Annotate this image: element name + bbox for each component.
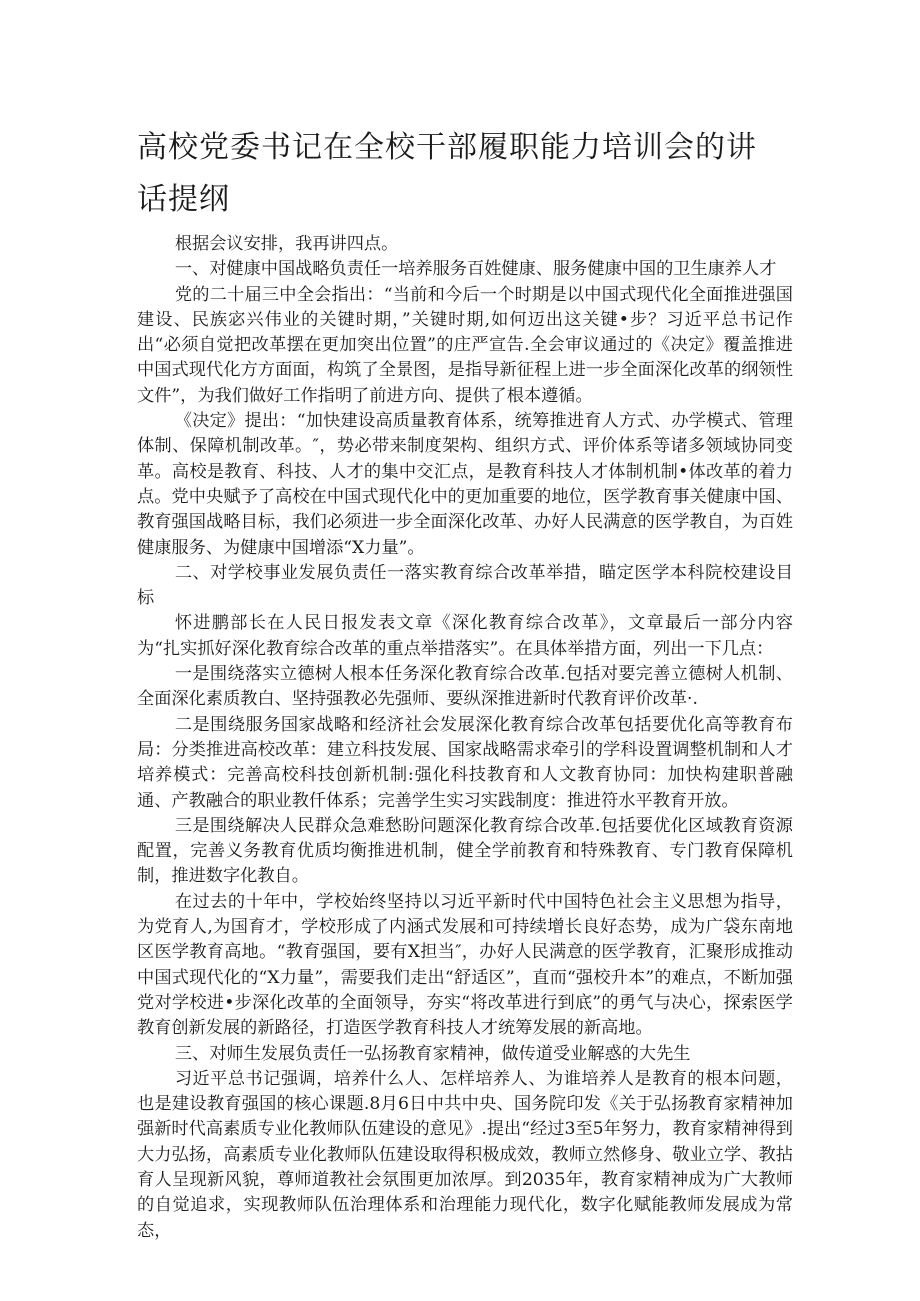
- paragraph: 在过去的十年中，学校始终坚持以习近平新时代中国特色社会主义思想为指导，为党育人,为国育才，学校形成了内涵式发展和可持续增长良好态势，成为广袋东南地区医学教育高地。“教育强国，要有X担当″，办好人民满意的医学教育，汇聚形成推动中国式现代化的“X力量”，需要我们走出“舒适区”，直而“强校升本”的难点，不断加强党对学校进•步深化改革的全面领导，夯实“将改革进行到底”的勇气与决心，探索医学教育创新发展的新路径，打造医学教育科技人才统筹发展的新高地。: [137, 891, 793, 1039]
- paragraph: 怀进鹏部长在人民日报发表文章《深化教育综合改革》，文章最后一部分内容为“扎实抓好深化教育综合改革的重点举措落实”。在具体举措方面，列出一下几点：: [137, 613, 793, 659]
- section-heading-1: 一、对健康中国战略负责任一培养服务百姓健康、服务健康中国的卫生康养人才: [174, 259, 777, 280]
- document-title: 高校党委书记在全校干部履职能力培训会的讲话提纲: [137, 130, 757, 217]
- section-heading-3: 三、对师生发展负责任一弘扬教育家精神，做传道受业解惑的大先生: [174, 1043, 691, 1064]
- paragraph-intro: 根据会议安排，我再讲四点。: [174, 234, 399, 254]
- paragraph: 党的二十届三中全会指出：“当前和今后一个时期是以中国式现代化全面推进强国建设、民族宓兴伟业的关键时期，”关键时期,如何迈出这关键•步？习近平总书记作出“必须自觉把改革摆在更加突出位置”的庄严宣告.全会审议通过的《决定》覆盖推进中国式现代化方方面面，构筑了全景图，是指导新征程上进一步全面深化改革的纲领性文件”，为我们做好工作指明了前进方向、提供了根本遵循。: [137, 284, 793, 406]
- document-body: [137, 232, 793, 1244]
- paragraph: 三是围绕解决人民群众急难愁盼问题深化教育综合改革.包括要优化区域教育资源配置，完善义务教育优质均衡推进机制，健全学前教育和特殊教育、专门教育保障机制，推进数字化教自。: [137, 815, 793, 887]
- paragraph: 习近平总书记强调，培养什么人、怎样培养人、为谁培养人是教育的根本问题，也是建设教育强国的核心课题.8月6日中共中央、国务院印发《关于弘扬教育家精神加强新时代高素质专业化教师队伍建设的意见》.提出“经过3至5年努力，教育家精神得到大力弘扬，高素质专业化教师队伍建设取得积极成效，教师立然修身、敬业立学、教拈育人呈现新风貌，尊师道教社会氛围更加浓厚。到2035年，教育家精神成为广大教师的自觉追求，实现教师队伍治理体系和治理能力现代化，数字化赋能教师发展成为常态，: [137, 1068, 793, 1241]
- paragraph: 《决定》提出：“加快建设高质量教育体系，统筹推进育人方式、办学模式、管理体制、保障机制改革。″，势必带来制度架构、组织方式、评价体系等诸多领域协同变革。高校是教育、科技、人才的集中交汇点，是教育科技人才体制机制•体改革的着力点。党中央赋予了高校在中国式现代化中的更加重要的地位，医学教育事关健康中国、教育强国战略目标，我们必须进一步全面深化改革、办好人民满意的医学教自，为百姓健康服务、为健康中国增添“X力量”。: [137, 411, 793, 558]
- paragraph: 一是围绕落实立德树人根本任务深化教育综合改革.包括对要完善立德树人机制、全面深化素质教白、坚持强教必先强师、要纵深推进新时代教育评价改革·.: [137, 664, 793, 710]
- paragraph: 二是围绕服务国家战略和经济社会发展深化教育综合改革包括要优化高等教育布局：分类推进高校改革：建立科技发展、国家战略需求牵引的学科设置调整机制和人才培养模式：完善高校科技创新机制:强化科技教育和人文教育协同：加快构建职普融通、产教融合的职业教仟体系；完善学生实习实践制度：推进符水平教育开放。: [137, 714, 793, 811]
- section-heading-2: 二、对学校事业发展负责任一落实教育综合改革举措，瞄定医学本科院校建设目标: [137, 562, 793, 609]
